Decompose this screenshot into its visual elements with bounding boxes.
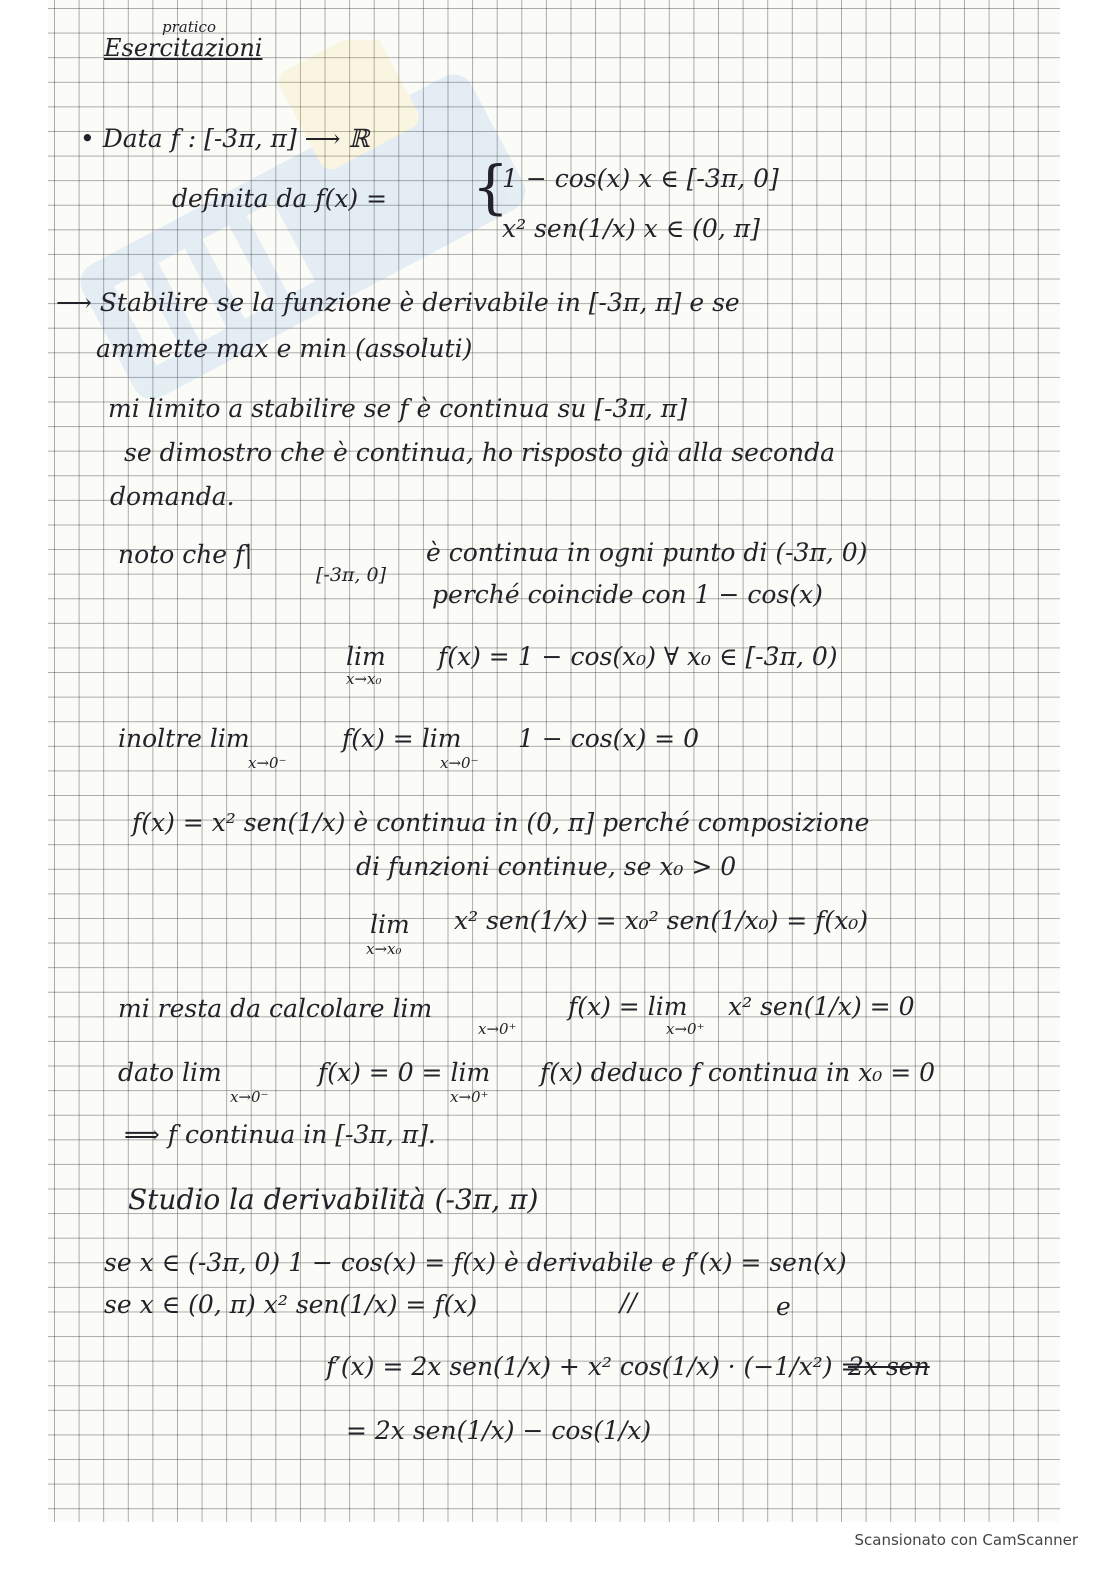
limit-2-end: 1 − cos(x) = 0	[518, 724, 699, 753]
limit-2-sub: x→0⁻	[248, 754, 287, 772]
limit-3-sub: x→x₀	[366, 940, 402, 958]
derivative-result: = 2x sen(1/x) − cos(1/x)	[346, 1416, 652, 1445]
limit-4-intro: mi resta da calcolare lim	[118, 994, 433, 1023]
limit-2-intro: inoltre lim	[118, 724, 250, 753]
text-line-answer: domanda.	[110, 482, 235, 511]
function-domain-line: • Data f : [-3π, π] ⟶ ℝ	[80, 124, 370, 153]
restriction-intro: noto che f|	[118, 540, 253, 569]
scanner-footer: Scansionato con CamScanner	[854, 1531, 1078, 1549]
limit-5-sub2: x→0⁺	[450, 1088, 489, 1106]
limit-2-sub2: x→0⁻	[440, 754, 479, 772]
piece-two: x² sen(1/x) x ∈ (0, π]	[502, 214, 760, 243]
limit-4-end: x² sen(1/x) = 0	[728, 992, 915, 1021]
limit-5-intro: dato lim	[118, 1058, 222, 1087]
restriction-reason: perché coincide con 1 − cos(x)	[432, 580, 823, 609]
title-annotation: pratico	[162, 18, 216, 36]
page-title: Esercitazioni	[104, 34, 263, 62]
limit-5-mid: f(x) = 0 = lim	[318, 1058, 491, 1087]
crossed-out-text: 2x sen	[848, 1352, 930, 1381]
limit-4-mid: f(x) = lim	[568, 992, 688, 1021]
limit-1-sub: x→x₀	[346, 670, 382, 688]
limit-1-lim: lim	[346, 642, 386, 671]
limit-3-lim: lim	[370, 910, 410, 939]
definition-label: definita da f(x) =	[172, 184, 388, 213]
text-line-proof: se dimostro che è continua, ho risposto già alla seconda	[124, 438, 836, 467]
text-line-continuity: mi limito a stabilire se f è continua su [-3π, π]	[108, 394, 687, 423]
derivability-heading: Studio la derivabilità (-3π, π)	[128, 1183, 539, 1216]
derivative-case-2: se x ∈ (0, π) x² sen(1/x) = f(x)	[104, 1290, 478, 1319]
restriction-continuity: è continua in ogni punto di (-3π, 0)	[426, 538, 868, 567]
derivative-formula: f′(x) = 2x sen(1/x) + x² cos(1/x) · (−1/x²) =	[326, 1352, 862, 1381]
limit-4-sub: x→0⁺	[478, 1020, 517, 1038]
piece-one: 1 − cos(x) x ∈ [-3π, 0]	[502, 164, 779, 193]
derivative-case-1: se x ∈ (-3π, 0) 1 − cos(x) = f(x) è derivabile e f′(x) = sen(x)	[104, 1248, 847, 1277]
limit-5-sub: x→0⁻	[230, 1088, 269, 1106]
piece-two-reason: di funzioni continue, se x₀ > 0	[356, 852, 737, 881]
limit-1-body: f(x) = 1 − cos(x₀) ∀ x₀ ∈ [-3π, 0)	[438, 642, 838, 671]
ditto-e: e	[776, 1292, 791, 1321]
piecewise-brace: {	[472, 153, 509, 221]
piece-two-continuity: f(x) = x² sen(1/x) è continua in (0, π] perché composizione	[132, 808, 870, 837]
restriction-interval: [-3π, 0]	[316, 564, 386, 586]
limit-3-body: x² sen(1/x) = x₀² sen(1/x₀) = f(x₀)	[454, 906, 869, 935]
limit-5-end: f(x) deduco f continua in x₀ = 0	[540, 1058, 936, 1087]
limit-4-sub2: x→0⁺	[666, 1020, 705, 1038]
ditto-mark: //	[620, 1288, 637, 1317]
continuity-conclusion: ⟹ f continua in [-3π, π].	[124, 1120, 436, 1149]
limit-2-mid: f(x) = lim	[342, 724, 462, 753]
task-line-1: ⟶ Stabilire se la funzione è derivabile in [-3π, π] e se	[56, 288, 740, 317]
task-line-2: ammette max e min (assoluti)	[96, 334, 473, 363]
